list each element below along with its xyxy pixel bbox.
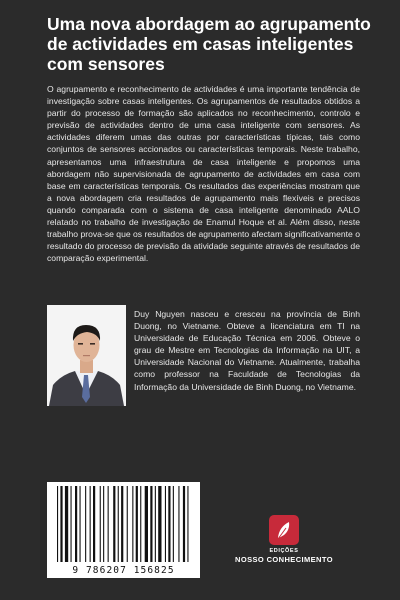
barcode-bar <box>90 486 91 562</box>
barcode-bar <box>158 486 161 562</box>
barcode-bar <box>187 486 188 562</box>
barcode-bar <box>183 486 185 562</box>
barcode-bar <box>108 486 109 562</box>
barcode-bar <box>178 486 179 562</box>
author-photo <box>47 305 126 406</box>
barcode-bar <box>150 486 152 562</box>
barcode-bar <box>168 486 170 562</box>
barcode-bar <box>127 486 128 562</box>
barcode-bars <box>51 486 196 562</box>
barcode-bar <box>118 486 119 562</box>
isbn-barcode <box>47 482 200 578</box>
barcode-bar <box>85 486 86 562</box>
publisher-line-2: NOSSO CONHECIMENTO <box>235 555 333 564</box>
barcode-bar <box>136 486 138 562</box>
barcode-bar <box>71 486 72 562</box>
barcode-bar <box>103 486 104 562</box>
barcode-bar <box>60 486 62 562</box>
barcode-bar <box>93 486 95 562</box>
isbn-number: 9 786207 156825 <box>72 565 175 576</box>
barcode-bar <box>113 486 115 562</box>
barcode-bar <box>75 486 77 562</box>
barcode-bar <box>140 486 141 562</box>
barcode-bar <box>100 486 101 562</box>
barcode-bar <box>121 486 123 562</box>
book-title: Uma nova abordagem ao agrupamento de actividades em casas inteligentes com sensores <box>47 14 371 74</box>
barcode-bar <box>80 486 81 562</box>
author-biography: Duy Nguyen nasceu e cresceu na província de Binh Duong, no Vietname. Obteve a licenciatura em TI na Universidade de Educação Técnica em 2006. Obteve o grau de Mestre em Tecnologias da Informação na UIT, a Universidade Nacional do Vietname. Atualmente, trabalha como professor na Faculdade de Tecnologias da Informação da Universidade de Binh Duong, no Vietname. <box>134 309 360 392</box>
barcode-bar <box>65 486 68 562</box>
quill-feather-icon <box>269 515 299 545</box>
barcode-bar <box>173 486 174 562</box>
book-synopsis: O agrupamento e reconhecimento de actividades é uma importante tendência de investigação sobre casas inteligentes. Os agrupamentos de resultados obtidos a partir do processo de formação são aplicados no reconhecimento, controlo e previsão de actividades dentro de uma casa inteligente com sensores. As actividades diferem umas das outras por características típicas, tais como conjuntos de sensores accionados ou características temporais. Neste trabalho, apresentamos uma infraestrutura de casa inteligente e propomos uma abordagem não supervisionada de agrupamento de actividades em casa com base em características temporais. Os resultados das experiências mostram que a nova abordagem cria resultados de agrupamento mais flexíveis e precisos quando comparada com o sistema de casa inteligente denominado AALO relatado no trabalho de investigação de Enamul Hoque et al. Além disso, neste trabalho prova-se que os resultados de agrupamento afectam significativamente o resultado do processo de previsão da atividade seguinte através de resultados de comparação experimental. <box>47 84 360 264</box>
barcode-bar <box>165 486 166 562</box>
publisher-logo <box>225 515 343 564</box>
barcode-bar <box>145 486 148 562</box>
publisher-line-1: EDIÇÕES <box>269 548 299 554</box>
barcode-bar <box>155 486 156 562</box>
barcode-bar <box>132 486 133 562</box>
barcode-bar <box>57 486 58 562</box>
